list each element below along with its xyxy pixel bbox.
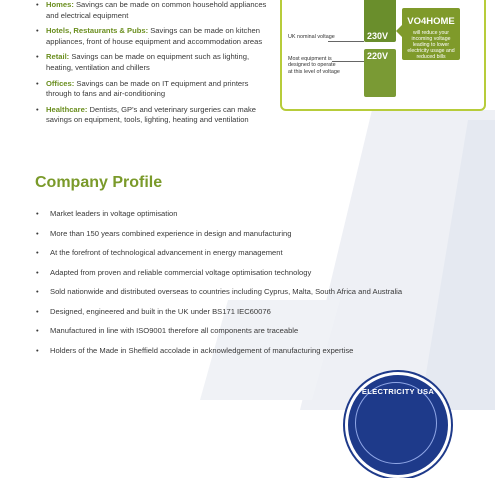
voltage-diagram-panel	[280, 0, 486, 111]
brand-description: will reduce your incoming voltage leading to lower electricity usage and reduced bills	[407, 30, 455, 60]
sector-text: Dentists, GP's and veterinary surgeries can make savings on equipment, tools, lighting, heating and ventilation	[46, 104, 256, 125]
sector-text: Savings can be made on IT equipment and printers through to fans and air-conditioning	[46, 78, 249, 99]
voltage-value: 230V	[367, 31, 389, 41]
list-item: • Sold nationwide and distributed overseas to countries including Cyprus, Malta, South Africa and Australia	[36, 286, 470, 297]
voltage-bar-230	[364, 0, 396, 42]
list-item: • Adapted from proven and reliable commercial voltage optimisation technology	[36, 267, 476, 278]
sector-heading: Retail:	[46, 52, 70, 62]
section-title: Company Profile	[35, 174, 163, 191]
list-item: • More than 150 years combined experience in design and manufacturing	[36, 228, 476, 239]
sector-heading: Hotels, Restaurants & Pubs:	[46, 26, 149, 36]
made-in-sheffield-badge	[345, 372, 451, 478]
sector-item-healthcare	[36, 105, 268, 126]
sector-item-homes	[36, 0, 268, 21]
sector-heading: Homes:	[46, 0, 74, 9]
voltage-value: 220V	[367, 51, 389, 61]
list-item: • Designed, engineered and built in the UK under BS171 IEC60076	[36, 306, 476, 317]
pointer-line	[328, 41, 364, 42]
list-item: • Manufactured in line with ISO9001 therefore all components are traceable	[36, 325, 476, 336]
badge-text: ELECTRICITY USA	[361, 387, 435, 396]
sector-text: Savings can be made on equipment such as lighting, heating, ventilation and chillers	[46, 52, 250, 72]
voltage-bar-220	[364, 49, 396, 97]
pointer-line	[332, 61, 364, 62]
sector-text: Savings can be made on kitchen appliances, front of house equipment and accommodation areas	[46, 26, 263, 46]
brand-name: VO4HOME	[407, 16, 455, 27]
list-item: • Market leaders in voltage optimisation	[36, 208, 476, 219]
company-profile-list	[36, 208, 476, 364]
list-item: • Holders of the Made in Sheffield accolade in acknowledgement of manufacturing expertise	[36, 345, 476, 356]
sector-item-hotels	[36, 26, 268, 47]
sector-heading: Offices:	[46, 78, 75, 88]
list-item: • At the forefront of technological advancement in energy management	[36, 247, 476, 258]
designed-voltage-label: Most equipment is designed to operate at this level of voltage	[288, 56, 340, 75]
sector-item-retail	[36, 52, 268, 73]
sector-text: Savings can be made on common household appliances and electrical equipment	[46, 0, 267, 20]
sector-item-offices	[36, 79, 268, 100]
sector-heading: Healthcare:	[46, 104, 88, 114]
sector-savings-list	[36, 0, 268, 131]
vo4home-box	[402, 8, 460, 60]
uk-nominal-label: UK nominal voltage	[288, 34, 335, 40]
